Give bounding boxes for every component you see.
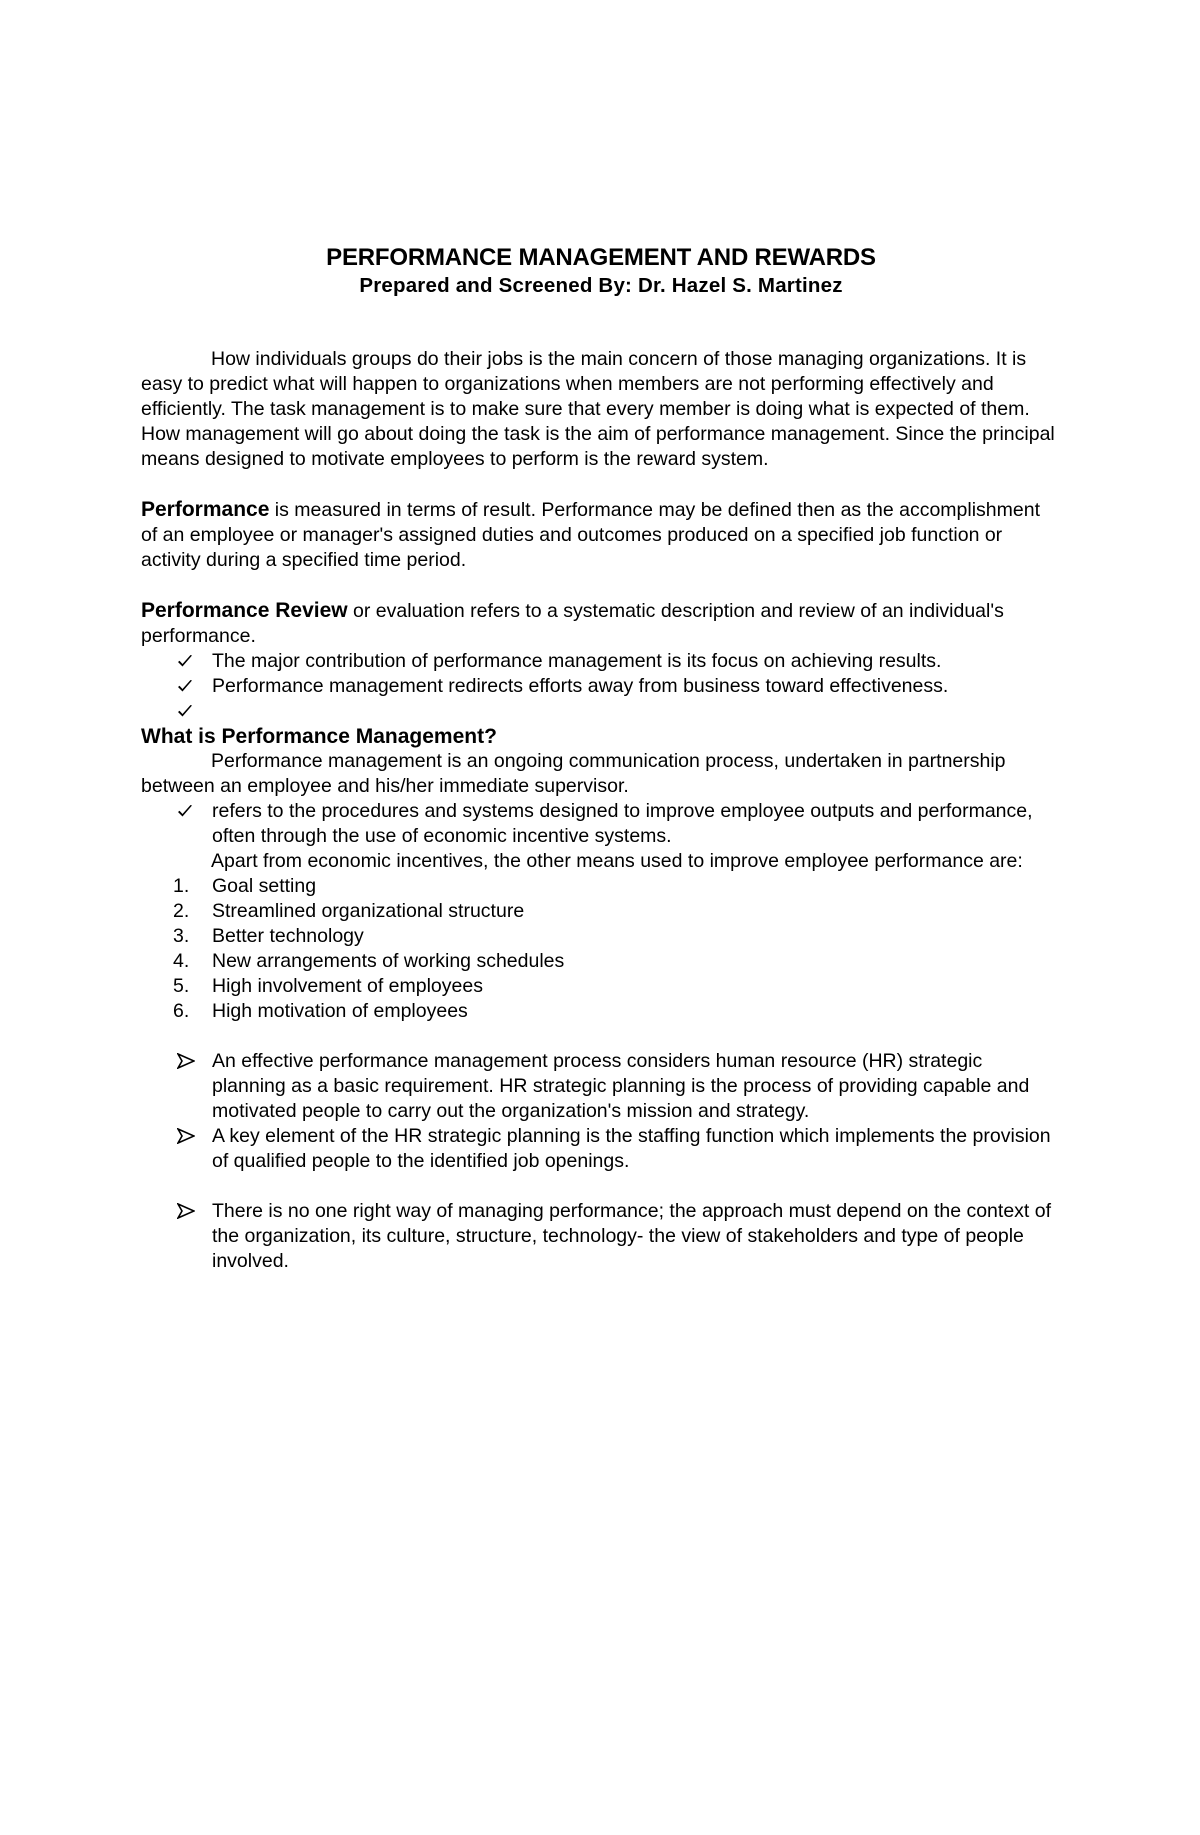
spacer [141,573,1061,598]
spacer [141,1024,1061,1049]
list-item [141,924,1061,949]
list-item-text: Better technology [212,925,364,947]
list-number: 4. [173,950,190,972]
definition-paragraph: Performance management is an ongoing communication process, undertaken in partnership between an employee and his/her immediate supervisor. [141,750,1006,797]
arrowhead-bullet-icon [177,1049,207,1074]
list-item [141,874,1061,899]
list-number: 6. [173,1000,190,1022]
title-block [141,243,1061,299]
list-item-text: Streamlined organizational structure [212,900,525,922]
performance-paragraph [141,497,1061,573]
check-mark-icon [177,799,207,824]
list-item [141,974,1061,999]
check-mark-icon [177,674,207,699]
review-definition: or evaluation refers to a systematic description and review of an individual's performance. [141,600,1004,647]
list-number: 3. [173,925,190,947]
apart-paragraph: Apart from economic incentives, the other means used to improve employee performance are: [211,850,1023,872]
arrow-item-text: There is no one right way of managing performance; the approach must depend on the context of the organization, its culture, structure, technology- the view of stakeholders and type of people involved. [212,1200,1052,1272]
means-list [141,874,1061,1024]
list-item-text: Goal setting [212,875,317,897]
review-check-text: Performance management redirects efforts away from business toward effectiveness. [212,675,949,697]
arrow-list [141,1199,1061,1274]
arrow-list [141,1049,1061,1174]
list-item-text: High motivation of employees [212,1000,468,1022]
list-item-text: High involvement of employees [212,975,483,997]
arrowhead-bullet-icon [177,1199,207,1224]
list-item [141,699,1061,724]
list-item [141,649,1061,674]
section-heading: What is Performance Management? [141,725,497,748]
list-item [141,799,1061,849]
performance-definition: is measured in terms of result. Performance may be defined then as the accomplishment of an employee or manager's assigned duties and outcomes produced on a specified job function or activity during a specified time period. [141,499,1041,571]
arrow-item-text: An effective performance management process considers human resource (HR) strategic planning as a basic requirement. HR strategic planning is the process of providing capable and motivated people to carry out the organization's mission and strategy. [212,1050,1030,1122]
list-number: 2. [173,900,190,922]
review-term: Performance Review [141,599,348,622]
list-item [141,1124,1061,1174]
spacer [141,1174,1061,1199]
document-title: PERFORMANCE MANAGEMENT AND REWARDS [326,244,876,271]
document-page [141,243,1061,1274]
check-mark-icon [177,699,207,724]
list-item [141,949,1061,974]
arrowhead-bullet-icon [177,1124,207,1149]
list-number: 5. [173,975,190,997]
intro-paragraph: How individuals groups do their jobs is the main concern of those managing organizations. It is easy to predict what will happen to organizations when members are not performing effectively and efficiently. The task management is to make sure that every member is doing what is expected of them. How management will go about doing the task is the aim of performance management. Since the principal means designed to motivate employees to perform is the reward system. [141,348,1055,470]
list-item [141,1199,1061,1274]
review-check-text [212,700,217,722]
document-subtitle: Prepared and Screened By: Dr. Hazel S. Martinez [359,274,843,297]
arrow-item-text: A key element of the HR strategic planning is the staffing function which implements the provision of qualified people to the identified job openings. [212,1125,1051,1172]
definition-check-text: refers to the procedures and systems designed to improve employee outputs and performance, often through the use of economic incentive systems. [212,800,1033,847]
list-number: 1. [173,875,190,897]
definition-check-list [141,799,1061,849]
list-item [141,899,1061,924]
review-paragraph [141,598,1061,649]
spacer [141,472,1061,497]
check-mark-icon [177,649,207,674]
list-item-text: New arrangements of working schedules [212,950,565,972]
performance-term: Performance [141,498,270,521]
list-item [141,674,1061,699]
list-item [141,1049,1061,1124]
review-check-list [141,649,1061,724]
list-item [141,999,1061,1024]
review-check-text: The major contribution of performance management is its focus on achieving results. [212,650,942,672]
